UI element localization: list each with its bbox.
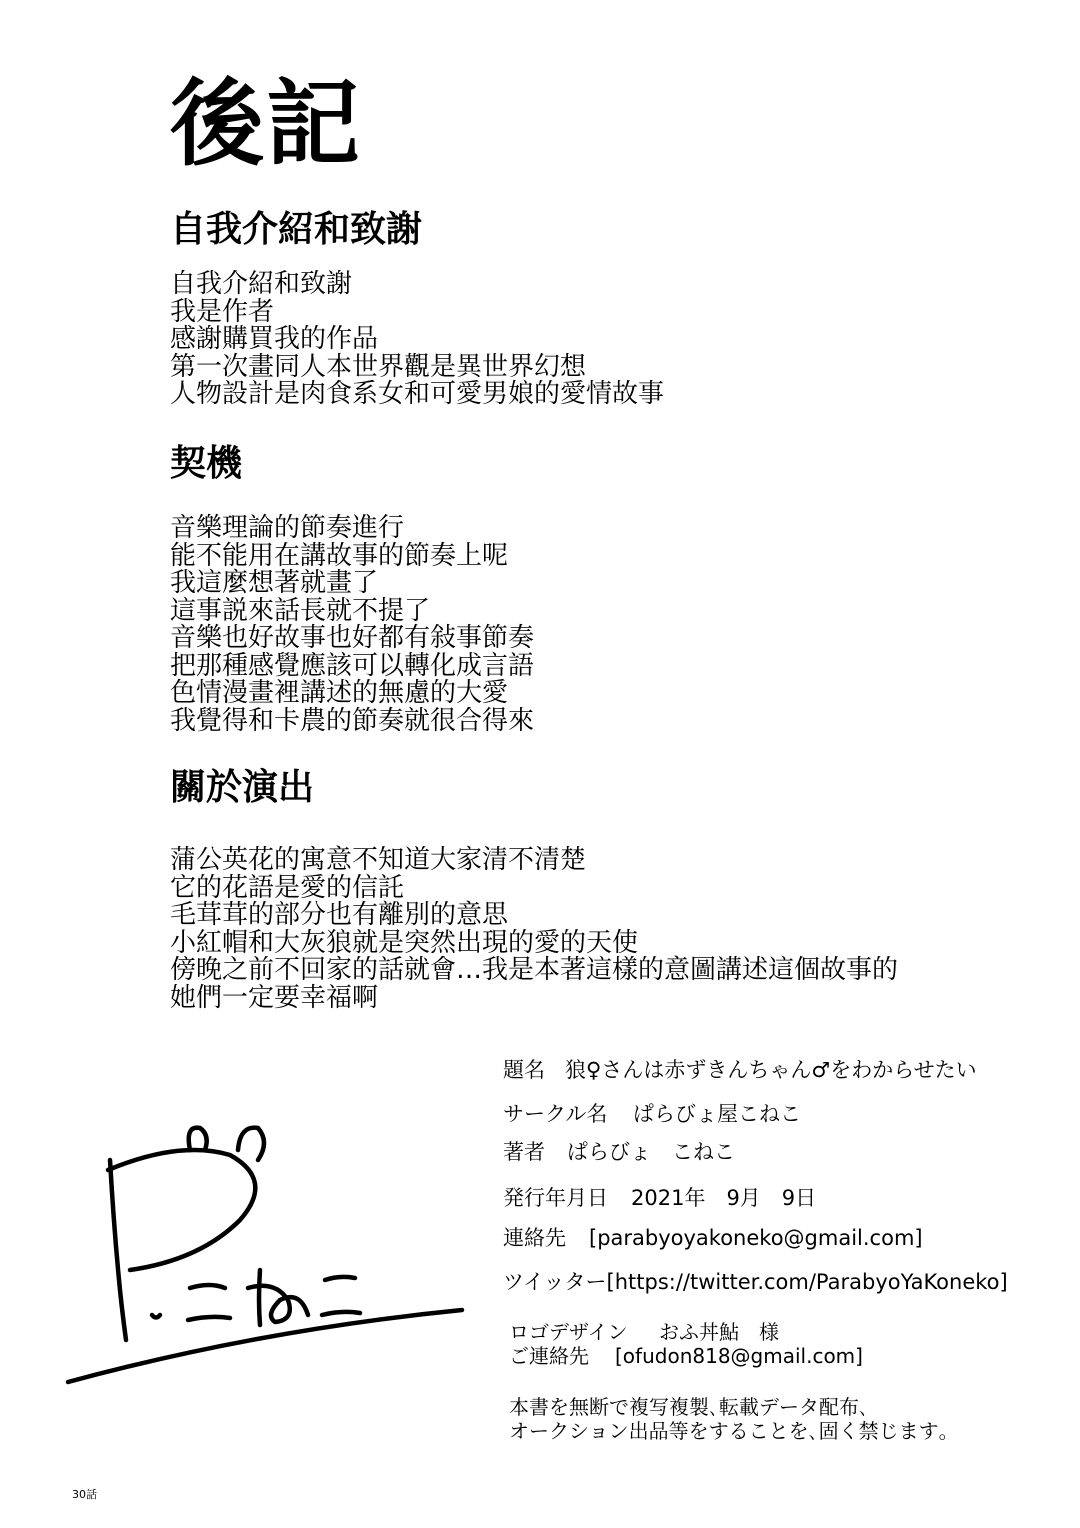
section-heading-motivation: 契機	[170, 443, 243, 484]
colophon-contact-label: 連絡先	[503, 1226, 566, 1250]
colophon-logo-contact-label: ご連絡先	[509, 1344, 589, 1368]
section-heading-performance: 關於演出	[170, 767, 315, 808]
body-line: 我覺得和卡農的節奏就很合得來	[170, 705, 535, 736]
colophon-author-label: 著者	[503, 1140, 545, 1164]
colophon-twitter-value: [https://twitter.com/ParabyoYaKoneko]	[606, 1270, 1008, 1294]
body-line: 把那種感覺應該可以轉化成言語	[170, 650, 535, 681]
section-body-performance	[170, 847, 898, 1012]
body-line: 我這麼想著就畫了	[170, 568, 379, 598]
notice-line: 本書を無断で複写複製､転載データ配布､	[509, 1395, 869, 1419]
section-heading-introduction: 自我介紹和致謝	[170, 209, 423, 250]
colophon-date-value: 2021年 9月 9日	[631, 1186, 817, 1210]
colophon-circle-value: ぱらびょ屋こねこ	[633, 1102, 801, 1126]
colophon-twitter-label: ツイッター	[503, 1270, 607, 1294]
body-line: 傍晚之前不回家的話就會…我是本著這樣的意圖講述這個故事的	[170, 955, 899, 985]
colophon-twitter-row	[503, 1272, 1008, 1293]
colophon-date-row	[503, 1188, 816, 1209]
body-line: 它的花語是愛的信託	[170, 872, 405, 903]
body-line: 人物設計是肉食系女和可愛男娘的愛情故事	[170, 379, 665, 409]
author-signature	[60, 1110, 480, 1390]
body-line: 毛茸茸的部分也有離別的意思	[170, 900, 509, 930]
colophon-copyright-notice	[509, 1395, 949, 1443]
colophon-contact-row	[503, 1228, 923, 1249]
body-line: 小紅帽和大灰狼就是突然出現的愛的天使	[170, 927, 639, 958]
body-line: 自我介紹和致謝	[170, 269, 353, 299]
body-line: 色情漫畫裡講述的無慮的大愛	[170, 678, 509, 708]
body-line: 音樂也好故事也好都有敍事節奏	[170, 623, 535, 653]
body-line: 我是作者	[170, 296, 275, 327]
section-body-motivation	[170, 515, 534, 735]
page-title: 後記	[170, 70, 363, 179]
colophon-logo-credit	[509, 1320, 863, 1368]
body-line: 能不能用在講故事的節奏上呢	[170, 540, 509, 571]
body-line: 她們一定要幸福啊	[170, 982, 379, 1013]
page-number: 30話	[72, 1488, 97, 1501]
colophon-logo-value: おふ丼鮎 様	[659, 1320, 779, 1344]
colophon-logo-label: ロゴデザイン	[509, 1320, 628, 1344]
colophon-logo-contact-value: [ofudon818@gmail.com]	[615, 1344, 863, 1368]
section-body-introduction	[170, 271, 664, 409]
body-line: 感謝購買我的作品	[170, 324, 379, 354]
colophon-title-row	[503, 1060, 977, 1081]
body-line: 第一次畫同人本世界觀是異世界幻想	[170, 351, 587, 382]
colophon-author-value: ぱらびょ こねこ	[567, 1140, 735, 1164]
body-line: 音樂理論的節奏進行	[170, 513, 405, 543]
colophon-circle-row	[503, 1104, 801, 1125]
colophon-contact-value: [parabyoyakoneko@gmail.com]	[589, 1226, 923, 1250]
colophon-title-label: 題名	[503, 1058, 545, 1082]
body-line: 蒲公英花的寓意不知道大家清不清楚	[170, 845, 587, 875]
colophon-date-label: 発行年月日	[503, 1186, 608, 1210]
colophon-author-row	[503, 1142, 735, 1163]
colophon-circle-label: サークル名	[503, 1102, 608, 1126]
colophon-title-value: 狼♀さんは赤ずきんちゃん♂をわからせたい	[565, 1058, 977, 1082]
notice-line: オークション出品等をすることを､固く禁じます｡	[509, 1419, 949, 1443]
body-line: 這事説來話長就不提了	[170, 595, 431, 626]
